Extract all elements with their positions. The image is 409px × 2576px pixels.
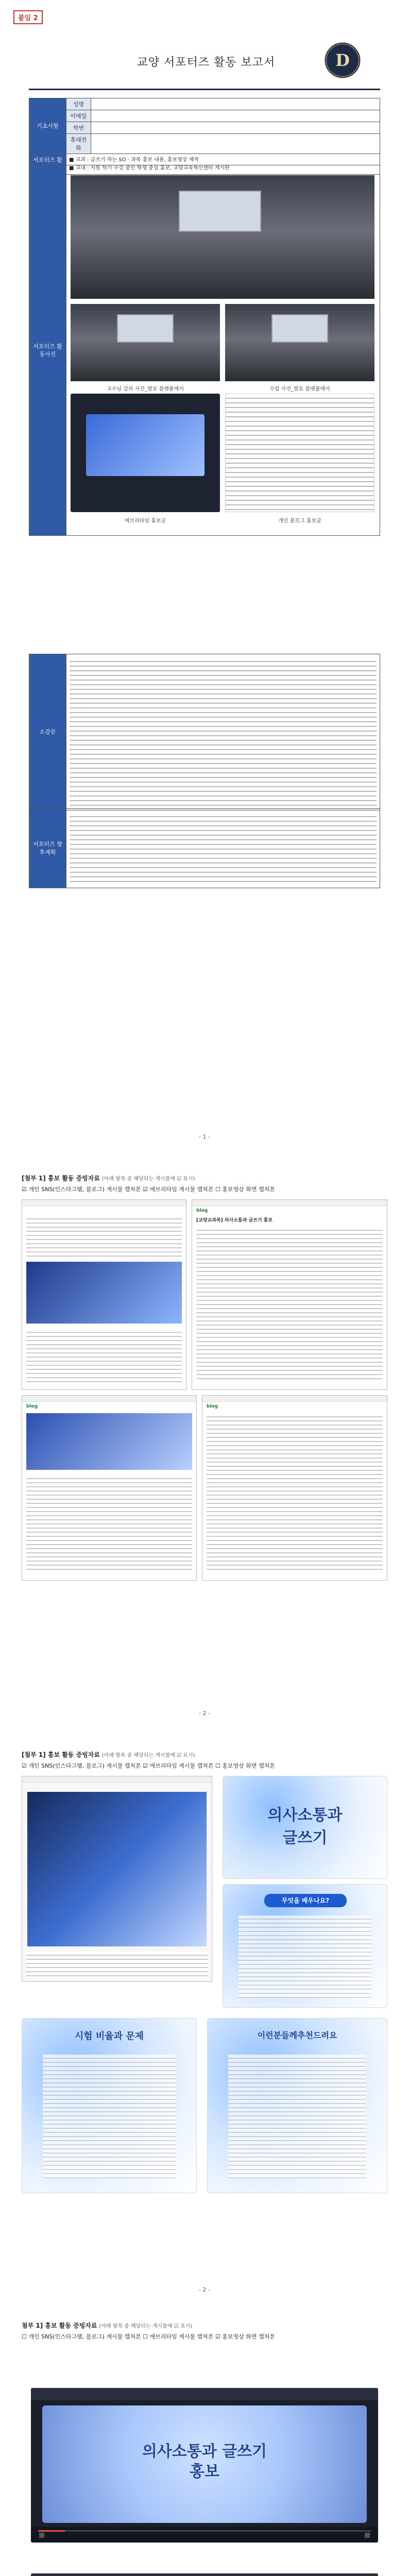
photo-header: 서포터즈 활동사진	[29, 165, 66, 536]
card-main-title: 의사소통과 글쓰기	[223, 1776, 387, 1879]
play-icon[interactable]	[39, 2533, 44, 2538]
lecture-photo-wide	[71, 175, 374, 299]
attachment-title: 첨부 1] 홍보 활동 증빙자료 (아래 항목 중 해당되는 게시물에 ☑ 표시)	[22, 2322, 193, 2329]
caption-photo-1: 교수님 강의 사진_발표 플랫폼에서	[107, 386, 184, 392]
blog-label-3: blog	[207, 1404, 218, 1409]
report-page-2	[0, 577, 409, 1155]
page-number: - 2 -	[199, 1710, 210, 1717]
video-title-1: 의사소통과 글쓰기 홍보	[142, 2443, 267, 2481]
blog-screenshot-3	[202, 1395, 387, 1581]
title-divider	[29, 89, 380, 90]
video-screenshot-1	[31, 2388, 378, 2543]
report-page-3	[0, 1153, 409, 1731]
attachment-options: ☐ 개인 SNS(인스타그램, 블로그) 게시물 캡처본 ☐ 에브리타임 게시물 캡처본 ☑ 홍보영상 화면 캡처본	[22, 2333, 275, 2340]
info-label-id: 학번	[66, 122, 91, 134]
report-page-5	[0, 2306, 409, 2576]
report-page-1	[0, 0, 409, 578]
info-table	[29, 98, 380, 175]
caption-blog: 개인 블로그 홍보글	[278, 518, 321, 524]
blog-post-title: [교양교과목] 의사소통과 글쓰기 홍보	[196, 1218, 273, 1223]
plan-header: 서포터즈 향후계획	[29, 809, 66, 888]
card-what-learn: 무엇을 배우나요?	[223, 1884, 387, 2008]
page-number: - 1 -	[199, 1133, 210, 1140]
info-value-phone	[91, 134, 380, 154]
info-value-email	[91, 110, 380, 122]
info-value-id	[91, 122, 380, 134]
instagram-screenshot	[22, 1776, 212, 1982]
blog-label-2: blog	[26, 1404, 38, 1409]
blog-screenshot-1	[192, 1199, 387, 1390]
info-value-name	[91, 98, 380, 110]
appendix-tag: 붙임 2	[13, 10, 43, 24]
reflection-table	[29, 654, 380, 810]
report-page-4	[0, 1730, 409, 2308]
info-label-name: 성명	[66, 98, 91, 110]
video-screenshot-2	[31, 2573, 378, 2576]
caption-everytime: 에브리타임 홍보글	[124, 518, 166, 524]
plan-text	[70, 812, 377, 885]
lecture-photo-2	[225, 304, 374, 381]
activity-line-2: ■ 교내 : 지원 학기 수강 중인 학생 중심 홍보, 교양교육혁신센터 게시판	[69, 165, 230, 171]
blog-post-screenshot	[225, 394, 374, 512]
card-recommend: 이런분들께추천드려요	[207, 2018, 387, 2193]
caption-photo-2: 수업 사진_발표 플랫폼에서	[269, 386, 330, 392]
lecture-photo-1	[71, 304, 220, 381]
plan-table	[29, 808, 380, 888]
attachment-options: ☑ 개인 SNS(인스타그램, 블로그) 게시물 캡처본 ☑ 에브리타임 게시물 캡처본 ☐ 홍보영상 화면 캡처본	[22, 1186, 275, 1193]
photo-table	[29, 165, 380, 536]
attachment-title: [첨부 1] 홍보 활동 증빙자료 (아래 항목 중 해당되는 게시물에 ☑ 표시)	[22, 1175, 195, 1182]
attachment-options: ☑ 개인 SNS(인스타그램, 블로그) 게시물 캡처본 ☑ 에브리타임 게시물 캡처본 ☐ 홍보영상 화면 캡처본	[22, 1762, 275, 1769]
info-header: 기초사항	[29, 98, 66, 154]
info-label-email: 이메일	[66, 110, 91, 122]
activity-header: 서포터즈 활	[29, 154, 66, 175]
reflection-text	[70, 657, 377, 807]
reflection-header: 소감문	[29, 654, 66, 810]
sns-screenshot-1	[22, 1199, 186, 1390]
everytime-post-screenshot	[71, 394, 220, 512]
fullscreen-icon[interactable]	[365, 2533, 370, 2538]
attachment-title: [첨부 1] 홍보 활동 증빙자료 (아래 항목 중 해당되는 게시물에 ☑ 표시)	[22, 1751, 195, 1758]
page-title: 교양 서포터즈 활동 보고서	[137, 56, 276, 69]
info-label-phone: 휴대전화	[66, 134, 91, 154]
activity-line-1: ■ 교과 : 글쓰기 하는 SO · 과목 홍보 내용, 홍보영상 제작	[69, 157, 199, 163]
blog-label: blog	[196, 1208, 208, 1213]
university-seal-icon: D	[325, 42, 361, 78]
page-number: - 2 -	[199, 2286, 210, 2293]
card-exam: 시험 비율과 문제	[22, 2018, 197, 2193]
blog-screenshot-2	[22, 1395, 197, 1581]
